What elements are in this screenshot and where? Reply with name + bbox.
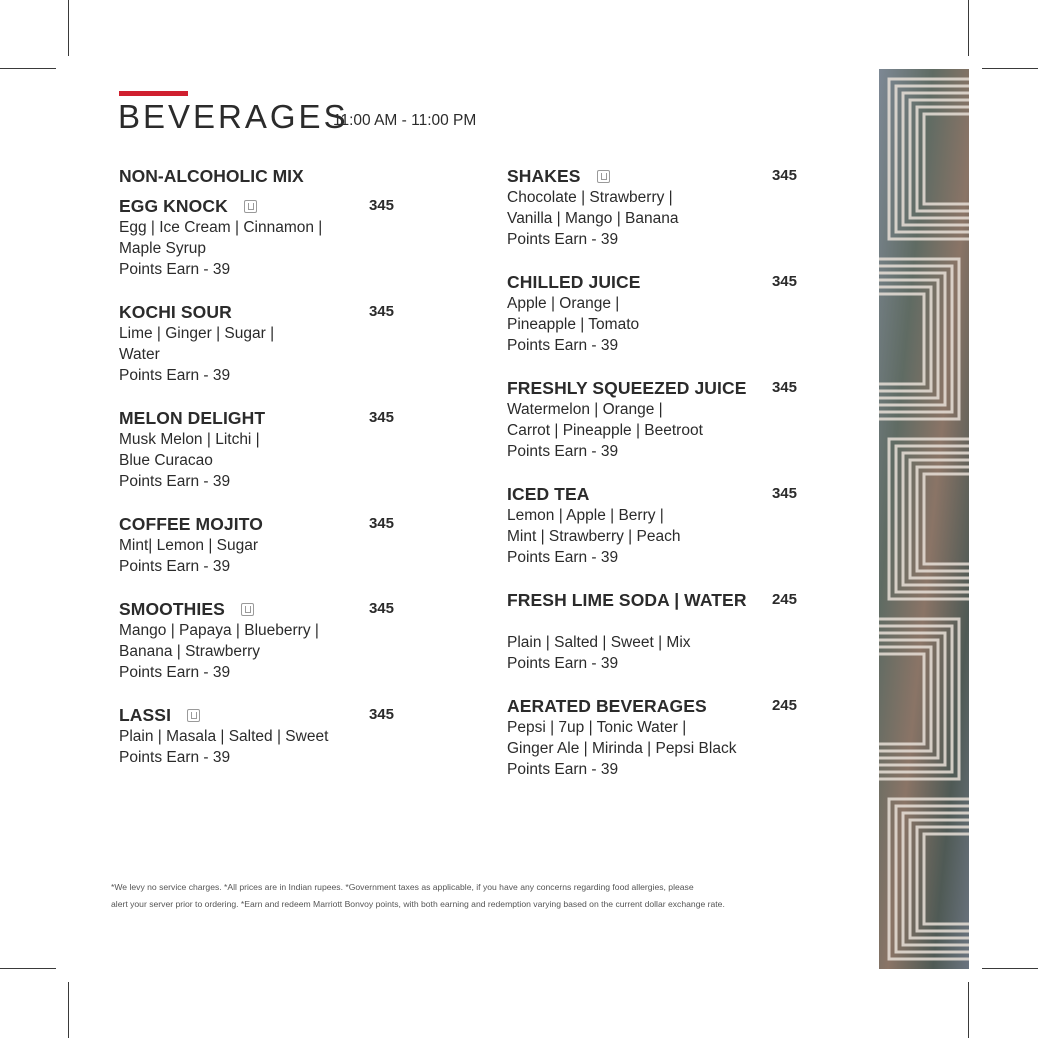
menu-item-name: LASSI	[119, 704, 172, 725]
menu-item-price: 345	[771, 167, 797, 184]
menu-item-header	[507, 377, 797, 399]
menu-item-points: Points Earn - 39	[507, 443, 619, 460]
menu-item-price: 345	[771, 379, 797, 396]
menu-item-name: FRESH LIME SODA | WATER	[507, 589, 747, 610]
footer-disclaimer	[111, 879, 851, 913]
menu-item-header	[119, 704, 394, 726]
crop-mark	[982, 968, 1038, 969]
menu-item-points: Points Earn - 39	[119, 261, 231, 278]
decorative-pattern-strip	[879, 69, 969, 969]
menu-item	[507, 377, 797, 462]
menu-item-points: Points Earn - 39	[119, 664, 231, 681]
menu-item-header	[119, 513, 394, 535]
dairy-icon	[244, 200, 257, 213]
dairy-icon	[597, 170, 610, 183]
menu-item	[119, 598, 394, 683]
menu-item	[507, 589, 797, 674]
menu-item-points: Points Earn - 39	[119, 558, 231, 575]
menu-item-description: Apple | Orange | Pineapple | Tomato	[507, 295, 640, 333]
menu-item-points: Points Earn - 39	[119, 749, 231, 766]
menu-item-header	[507, 271, 797, 293]
menu-item-price: 345	[368, 197, 394, 214]
crop-mark	[0, 968, 56, 969]
crop-mark	[0, 68, 56, 69]
crop-mark	[982, 68, 1038, 69]
menu-item	[507, 483, 797, 568]
menu-item-points: Points Earn - 39	[119, 473, 231, 490]
menu-item-name: CHILLED JUICE	[507, 271, 641, 292]
menu-item-description: Mint| Lemon | Sugar	[119, 537, 259, 554]
crop-mark	[968, 982, 969, 1038]
menu-item-header	[507, 165, 797, 187]
menu-item	[507, 271, 797, 356]
menu-item-name: FRESHLY SQUEEZED JUICE	[507, 377, 747, 398]
menu-item-description: Musk Melon | Litchi | Blue Curacao	[119, 431, 260, 469]
menu-item-price: 345	[368, 706, 394, 723]
menu-item-points: Points Earn - 39	[507, 337, 619, 354]
menu-item-price: 245	[771, 697, 797, 714]
menu-item-description: Lemon | Apple | Berry | Mint | Strawberry | Peach	[507, 507, 681, 545]
menu-item	[119, 704, 394, 768]
menu-item-description: Mango | Papaya | Blueberry | Banana | Strawberry	[119, 622, 319, 660]
menu-item-header	[119, 407, 394, 429]
menu-item-name: AERATED BEVERAGES	[507, 695, 707, 716]
menu-item-price: 345	[368, 515, 394, 532]
menu-item-price: 345	[368, 409, 394, 426]
menu-item-description: Chocolate | Strawberry | Vanilla | Mango | Banana	[507, 189, 679, 227]
menu-item	[119, 301, 394, 386]
menu-item-header	[119, 301, 394, 323]
menu-item-description: Plain | Salted | Sweet | Mix	[507, 634, 691, 651]
menu-item-name: KOCHI SOUR	[119, 301, 232, 322]
dairy-icon	[241, 603, 254, 616]
menu-item-header	[119, 195, 394, 217]
menu-item-price: 345	[771, 485, 797, 502]
menu-item-price: 345	[368, 303, 394, 320]
menu-item-points: Points Earn - 39	[119, 367, 231, 384]
menu-item-price: 245	[771, 591, 797, 608]
menu-item	[507, 695, 797, 780]
menu-item-name: COFFEE MOJITO	[119, 513, 263, 534]
menu-item-header	[507, 589, 797, 611]
menu-item-price: 345	[771, 273, 797, 290]
menu-item	[119, 513, 394, 577]
menu-item-description: Lime | Ginger | Sugar | Water	[119, 325, 275, 363]
footer-line: alert your server prior to ordering. *Earn and redeem Marriott Bonvoy points, with both earning and redemption varying based on the current dollar exchange rate.	[111, 899, 725, 909]
menu-item-points: Points Earn - 39	[507, 655, 619, 672]
menu-item-name: EGG KNOCK	[119, 195, 228, 216]
menu-item-points: Points Earn - 39	[507, 549, 619, 566]
menu-item-description: Plain | Masala | Salted | Sweet	[119, 728, 329, 745]
menu-item-name: ICED TEA	[507, 483, 590, 504]
menu-item-header	[507, 695, 797, 717]
menu-item-name: MELON DELIGHT	[119, 407, 266, 428]
menu-item-price: 345	[368, 600, 394, 617]
menu-item-header	[507, 483, 797, 505]
menu-item	[119, 407, 394, 492]
menu-item-description: Egg | Ice Cream | Cinnamon | Maple Syrup	[119, 219, 323, 257]
footer-line: *We levy no service charges. *All prices are in Indian rupees. *Government taxes as applicable, if you have any concerns regarding food allergies, please	[111, 882, 694, 892]
service-hours: 11:00 AM - 11:00 PM	[333, 112, 477, 129]
menu-item	[119, 195, 394, 280]
section-title: NON-ALCOHOLIC MIX	[119, 166, 304, 186]
menu-item-header	[119, 598, 394, 620]
menu-item-points: Points Earn - 39	[507, 761, 619, 778]
right-menu-column	[507, 165, 797, 801]
crop-mark	[968, 0, 969, 56]
menu-item	[507, 165, 797, 250]
menu-item-description: Watermelon | Orange | Carrot | Pineapple | Beetroot	[507, 401, 703, 439]
page-title: BEVERAGES	[118, 98, 349, 135]
crop-mark	[68, 982, 69, 1038]
crop-mark	[68, 0, 69, 56]
left-menu-column	[119, 165, 394, 789]
dairy-icon	[187, 709, 200, 722]
menu-item-points: Points Earn - 39	[507, 231, 619, 248]
menu-item-name: SHAKES	[507, 165, 581, 186]
menu-item-description: Pepsi | 7up | Tonic Water | Ginger Ale | Mirinda | Pepsi Black	[507, 719, 737, 757]
menu-item-name: SMOOTHIES	[119, 598, 225, 619]
